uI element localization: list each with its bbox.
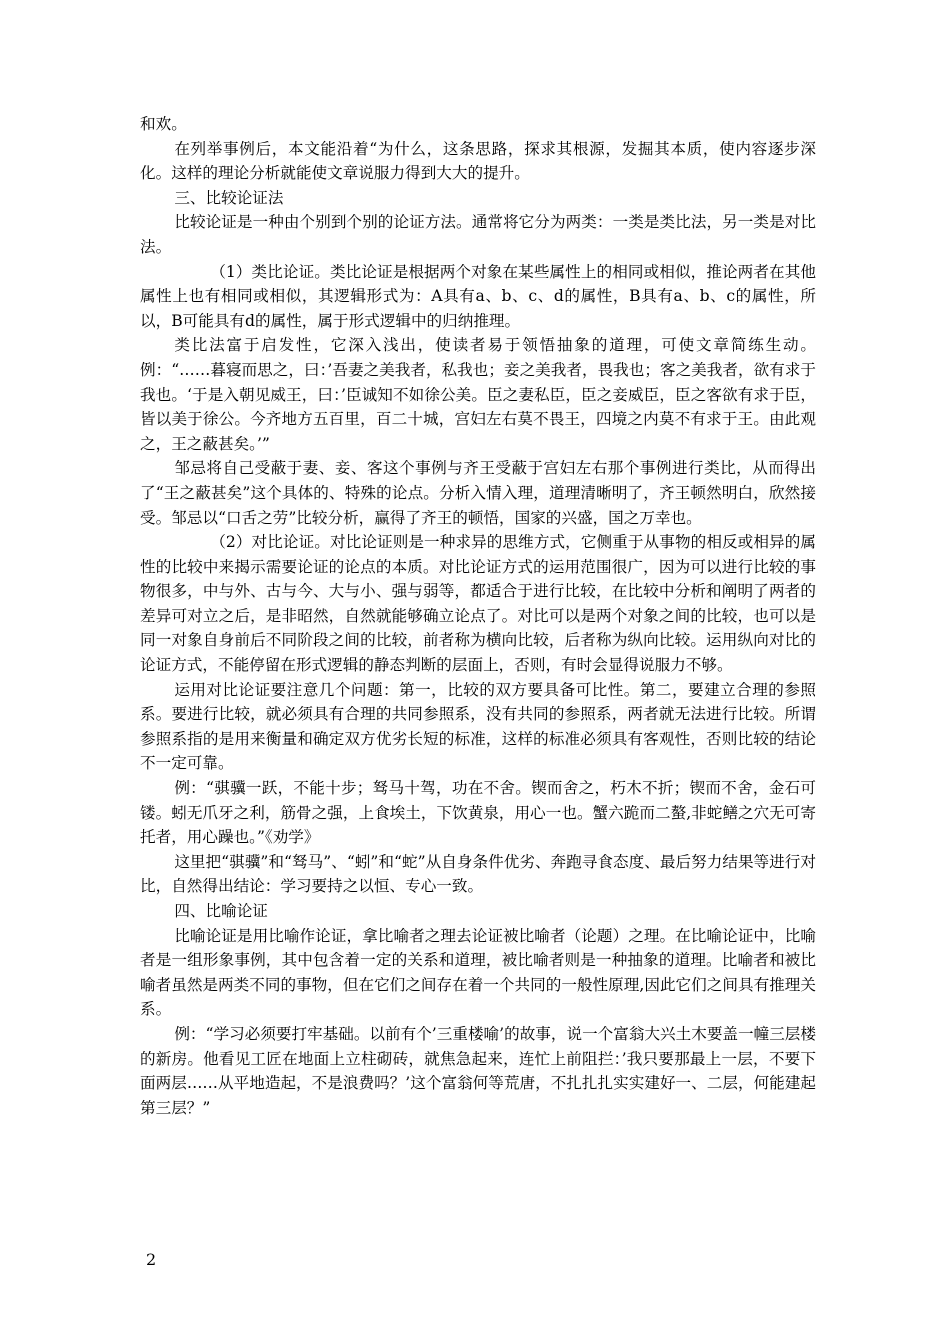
body-text xyxy=(140,112,816,1120)
paragraph: 比喻论证是用比喻作论证，拿比喻者之理去论证被比喻者（论题）之理。在比喻论证中，比喻者是一组形象事例，其中包含着一定的关系和道理，被比喻者则是一种抽象的道理。比喻者和被比喻者虽然是两类不同的事物，但在它们之间存在着一个共同的一般性原理,因此它们之间具有推理关系。 xyxy=(140,926,816,1019)
paragraph: （2）对比论证。对比论证则是一种求异的思维方式，它侧重于从事物的相反或相异的属性的比较中来揭示需要论证的论点的本质。对比论证方式的运用范围很广，因为可以进行比较的事物很多，中与外、古与今、大与小、强与弱等，都适合于进行比较，在比较中分析和阐明了两者的差异可对立之后，是非昭然，自然就能够确立论点了。对比可以是两个对象之间的比较，也可以是同一对象自身前后不同阶段之间的比较，前者称为横向比较，后者称为纵向比较。运用纵向对比的论证方式，不能停留在形式逻辑的静态判断的层面上，否则，有时会显得说服力不够。 xyxy=(140,533,816,675)
section-heading: 四、比喻论证 xyxy=(174,902,268,920)
paragraph: 邹忌将自己受蔽于妻、妾、客这个事例与齐王受蔽于宫妇左右那个事例进行类比，从而得出了“王之蔽甚矣”这个具体的、特殊的论点。分析入情入理，道理清晰明了，齐王顿然明白，欣然接受。邹忌以“口舌之劳”比较分析，赢得了齐王的顿悟，国家的兴盛，国之万幸也。 xyxy=(140,459,816,527)
paragraph: 比较论证是一种由个别到个别的论证方法。通常将它分为两类：一类是类比法，另一类是对比法。 xyxy=(140,213,816,256)
page-number: 2 xyxy=(146,1250,157,1269)
paragraph: （1）类比论证。类比论证是根据两个对象在某些属性上的相同或相似，推论两者在其他属性上也有相同或相似，其逻辑形式为：A具有a、b、c、d的属性，B具有a、b、c的属性，所以，B可能具有d的属性，属于形式逻辑中的归纳推理。 xyxy=(140,262,816,330)
paragraph: 类比法富于启发性，它深入浅出，使读者易于领悟抽象的道理，可使文章简练生动。例：“……暮寝而思之，曰：’吾妻之美我者，私我也；妾之美我者，畏我也；客之美我者，欲有求于我也。‘于是入朝见威王，曰：’臣诚知不如徐公美。臣之妻私臣，臣之妾威臣，臣之客欲有求于臣，皆以美于徐公。今齐地方五百里，百二十城，宫妇左右莫不畏王，四境之内莫不有求于王。由此观之，王之蔽甚矣。’” xyxy=(140,336,816,453)
paragraph: 在列举事例后，本文能沿着“为什么，这条思路，探求其根源，发掘其本质，使内容逐步深化。这样的理论分析就能使文章说服力得到大大的提升。 xyxy=(140,139,816,183)
paragraph-continuation: 和欢。 xyxy=(140,115,187,133)
paragraph: 这里把“骐骥”和“驽马”、“蚓”和“蛇”从自身条件优劣、奔跑寻食态度、最后努力结果等进行对比，自然得出结论：学习要持之以恒、专心一致。 xyxy=(140,852,816,896)
paragraph: 运用对比论证要注意几个问题：第一，比较的双方要具备可比性。第二，要建立合理的参照系。要进行比较，就必须具有合理的共同参照系，没有共同的参照系，两者就无法进行比较。所谓参照系指的是用来衡量和确定双方优劣长短的标准，这样的标准必须具有客观性，否则比较的结论不一定可靠。 xyxy=(140,680,816,773)
paragraph: 例：“骐骥一跃，不能十步；驽马十驾，功在不舍。锲而舍之，朽木不折；锲而不舍，金石可镂。蚓无爪牙之利，筋骨之强，上食埃土，下饮黄泉，用心一也。蟹六跪而二螯,非蛇鳝之穴无可寄托者，用心躁也。”《劝学》 xyxy=(140,779,816,847)
section-heading: 三、比较论证法 xyxy=(174,188,284,207)
paragraph: 例：“学习必须要打牢基础。以前有个’三重楼喻’的故事，说一个富翁大兴土木要盖一幢三层楼的新房。他看见工匠在地面上立柱砌砖，就焦急起来，连忙上前阻拦：’我只要那最上一层，不要下面两层……从平地造起，不是浪费吗？’这个富翁何等荒唐，不扎扎扎实实建好一、二层，何能建起第三层？” xyxy=(140,1024,816,1117)
